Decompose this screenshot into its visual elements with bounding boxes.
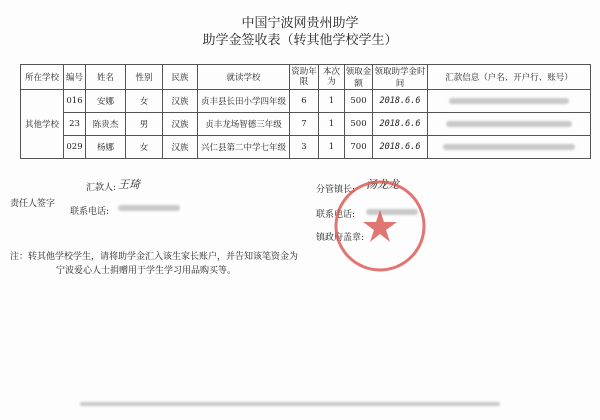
col-times: 本次为 [319, 65, 345, 90]
redacted-blur [443, 144, 575, 150]
cell-date: 2018.6.6 [373, 113, 428, 136]
cell-remittance-redacted [428, 90, 591, 113]
cell-school: 贞丰县长田小学四年级 [198, 90, 290, 113]
contact-label: 联系电话: [70, 207, 110, 217]
receipt-table [20, 64, 591, 159]
cell-ethnic: 汉族 [163, 136, 198, 159]
cell-years: 7 [290, 113, 319, 136]
cell-amount: 500 [345, 113, 373, 136]
cell-school: 贞丰龙场智德三年级 [198, 113, 290, 136]
contact-label-2: 联系电话: [316, 210, 356, 220]
cell-date: 2018.6.6 [373, 136, 428, 159]
col-date: 领取助学金时间 [373, 65, 428, 90]
table-row [21, 136, 591, 159]
cell-times: 1 [319, 136, 345, 159]
redacted-blur [449, 98, 569, 104]
col-number: 编号 [64, 65, 86, 90]
cell-name: 杨娜 [86, 136, 126, 159]
seal-label: 镇政府盖章: [316, 233, 365, 243]
col-gender: 性别 [126, 65, 163, 90]
footer-blur [80, 402, 500, 406]
official-seal-icon [330, 176, 430, 276]
col-amount: 领取金额 [345, 65, 373, 90]
redacted-phone [118, 205, 180, 211]
col-ethnic: 民族 [163, 65, 198, 90]
col-school-group: 所在学校 [21, 65, 64, 90]
cell-date: 2018.6.6 [373, 90, 428, 113]
cell-gender: 女 [126, 90, 163, 113]
note-line-2: 宁波爱心人士捐赠用于学生学习用品购买等。 [56, 266, 237, 276]
cell-amount: 700 [345, 136, 373, 159]
remitter-signature: 王琦 [118, 178, 140, 191]
cell-number: 029 [64, 136, 86, 159]
col-years: 资助年限 [290, 65, 319, 90]
cell-amount: 500 [345, 90, 373, 113]
cell-name: 陈贵杰 [86, 113, 126, 136]
responsible-label: 责任人签字 [10, 199, 56, 209]
document-title: 中国宁波网贵州助学 [241, 16, 359, 31]
remitter-label: 汇款人: [86, 183, 117, 193]
director-signature: 汤龙龙 [366, 178, 399, 191]
cell-gender: 女 [126, 136, 163, 159]
col-name: 姓名 [86, 65, 126, 90]
cell-ethnic: 汉族 [163, 90, 198, 113]
director-label: 分管镇长: [316, 185, 356, 195]
cell-remittance-redacted [428, 113, 591, 136]
footer-redacted [80, 400, 500, 407]
table-header-row [21, 65, 591, 90]
cell-school: 兴仁县第二中学七年级 [198, 136, 290, 159]
redacted-blur [446, 121, 572, 127]
table-row [21, 90, 591, 113]
cell-times: 1 [319, 90, 345, 113]
cell-years: 6 [290, 90, 319, 113]
cell-remittance-redacted [428, 136, 591, 159]
note-line-1: 注：转其他学校学生，请将助学金汇入该生家长账户，并告知该笔资金为 [10, 252, 299, 262]
group-label-cell: 其他学校 [21, 90, 64, 159]
cell-years: 3 [290, 136, 319, 159]
cell-number: 016 [64, 90, 86, 113]
col-school: 就读学校 [198, 65, 290, 90]
table-row [21, 113, 591, 136]
cell-times: 1 [319, 113, 345, 136]
cell-number: 23 [64, 113, 86, 136]
cell-ethnic: 汉族 [163, 113, 198, 136]
cell-gender: 男 [126, 113, 163, 136]
cell-name: 安娜 [86, 90, 126, 113]
col-remittance: 汇款信息（户名、开户行、账号） [428, 65, 591, 90]
document-subtitle: 助学金签收表（转其他学校学生） [202, 33, 398, 48]
